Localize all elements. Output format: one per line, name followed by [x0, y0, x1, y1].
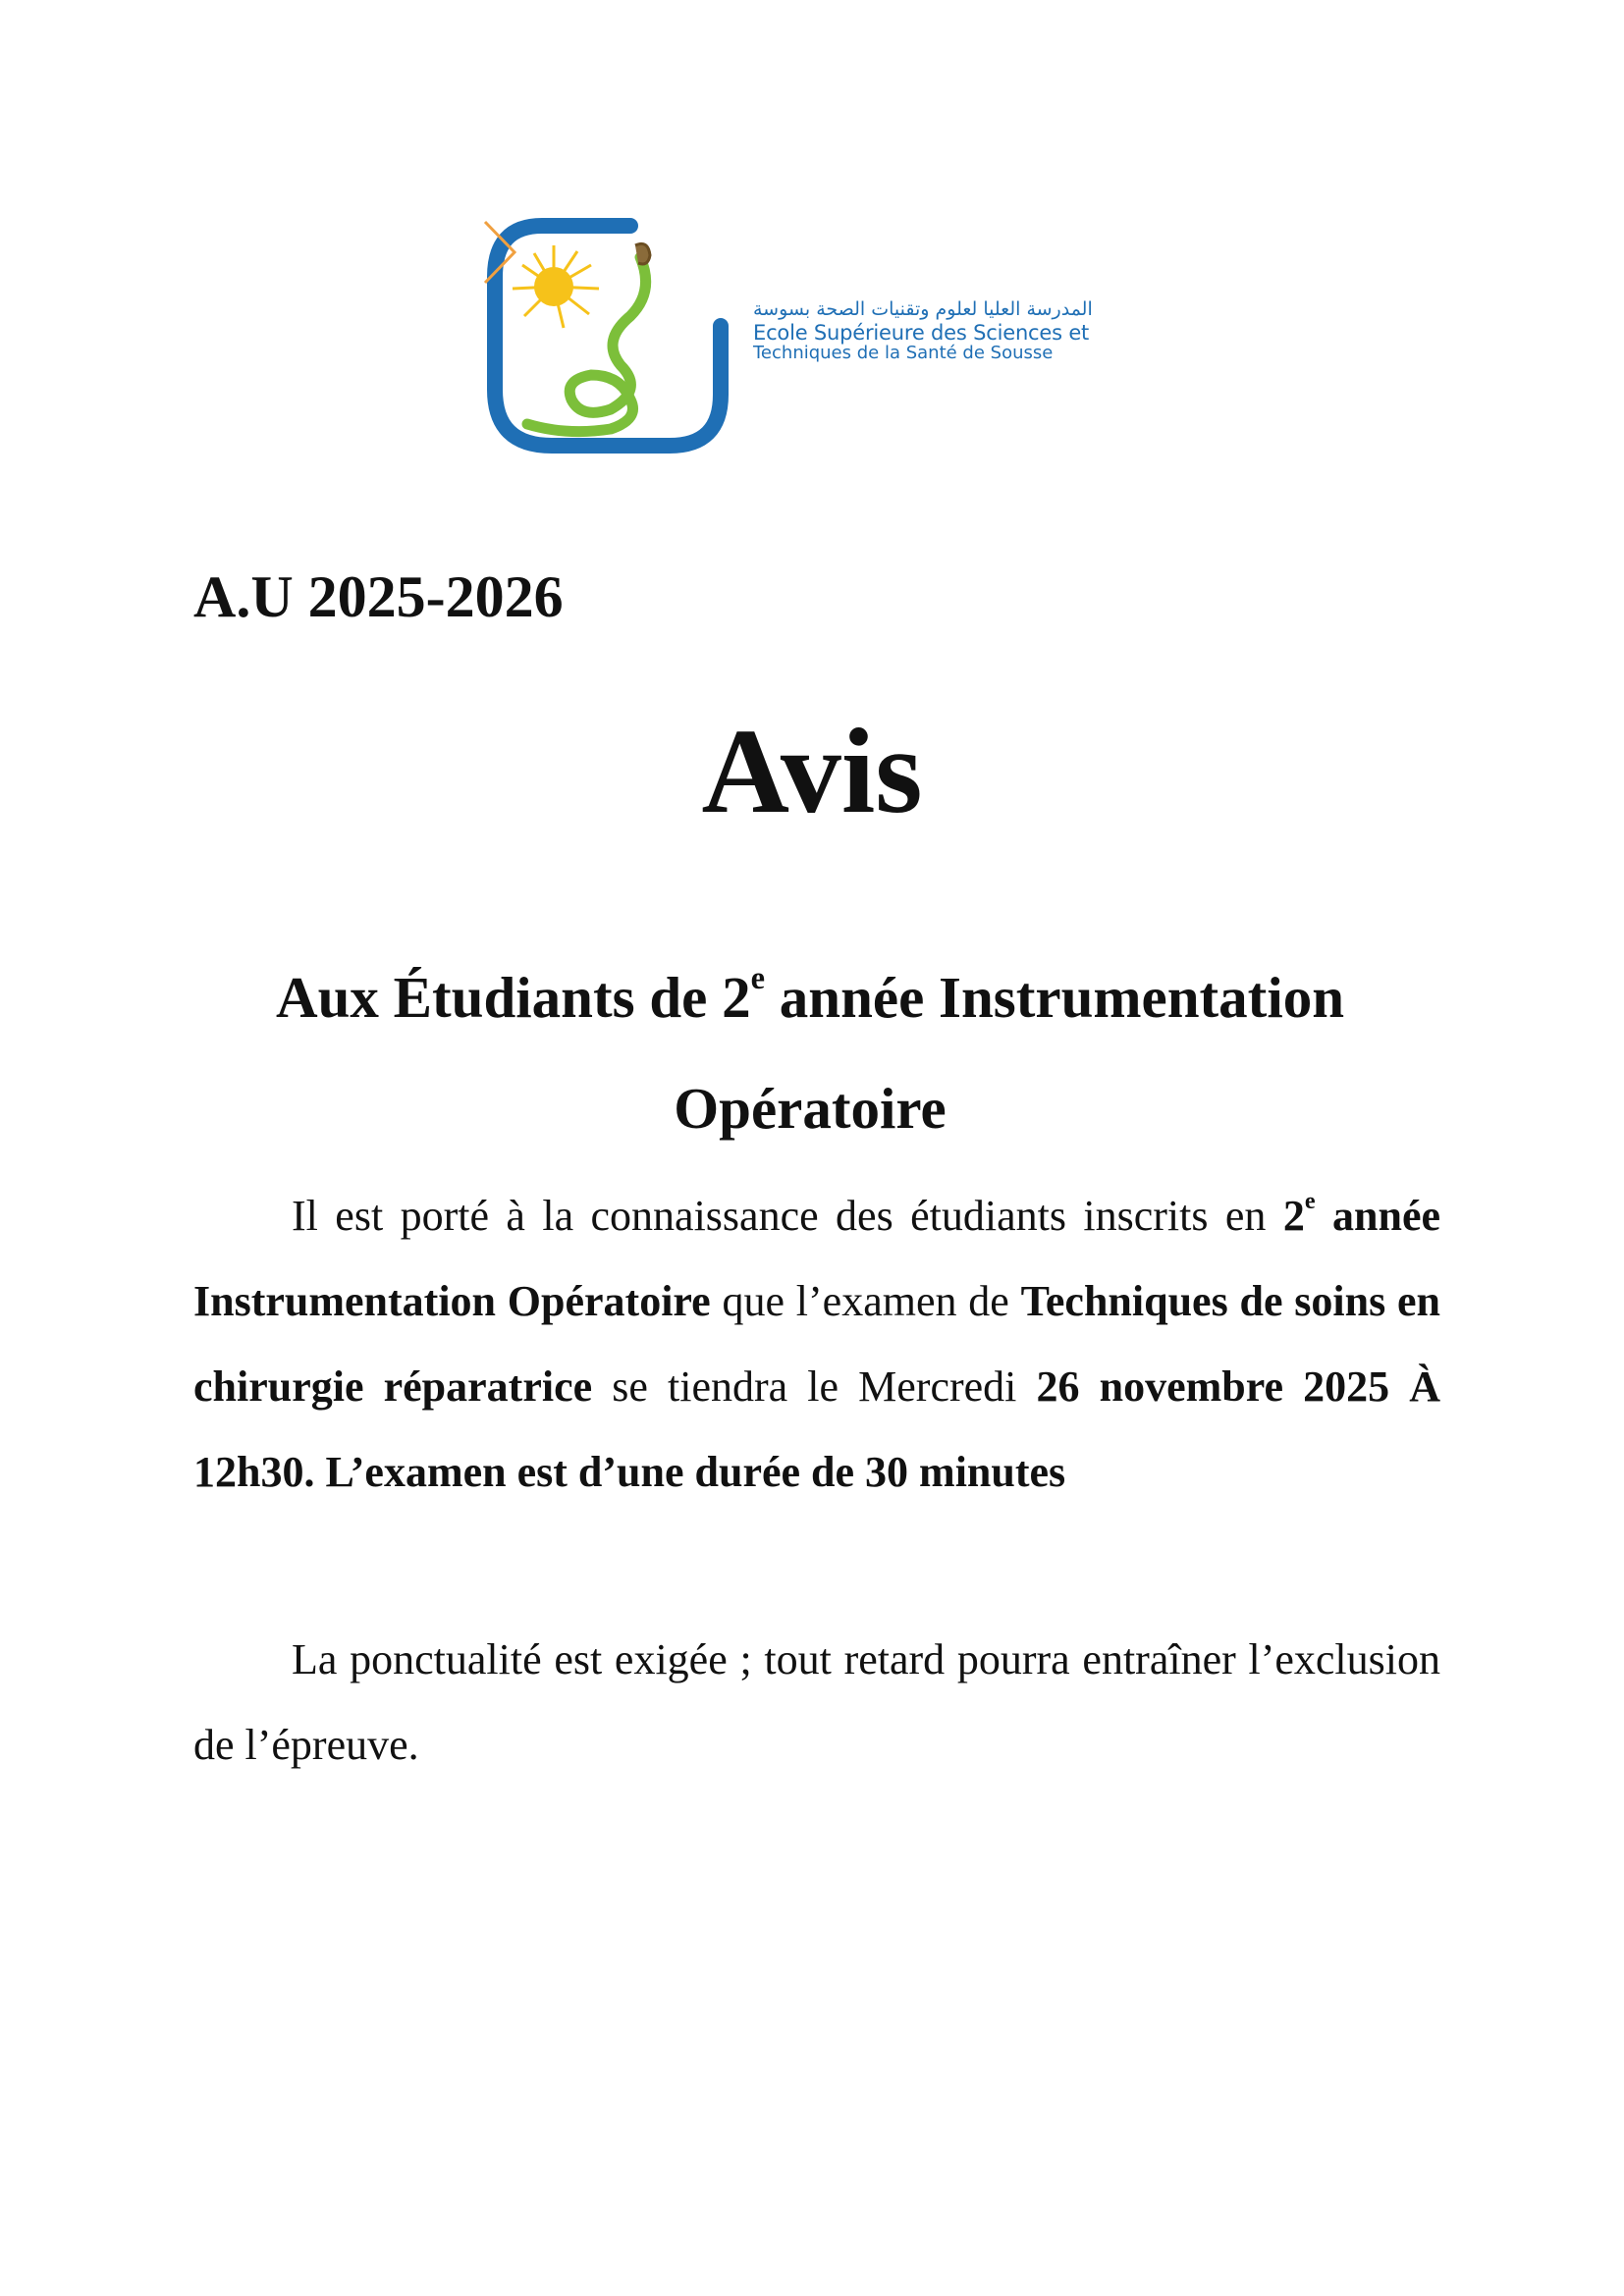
logo-text — [753, 300, 1093, 362]
logo-chevron-icon — [483, 218, 518, 287]
para1-text-3: se tiendra le Mercredi — [592, 1362, 1037, 1411]
exam-announcement-paragraph — [193, 1173, 1440, 1515]
subtitle-superscript: e — [750, 960, 765, 996]
subtitle-prefix: Aux Étudiants de 2 — [275, 965, 751, 1030]
notice-recipients — [196, 942, 1424, 1164]
logo-arabic-name: المدرسة العليا لعلوم وتقنيات الصحة بسوسة — [753, 298, 1093, 320]
para2-text: La ponctualité est exigée ; tout retard pourra entraîner l’exclusion de l’épreuve. — [193, 1635, 1440, 1769]
para1-text-2: que l’examen de — [710, 1277, 1021, 1325]
para1-exam-subject: Techniques de soins en chirurgie réparatrice — [193, 1277, 1440, 1411]
para1-text-1: Il est porté à la connaissance des étudiants inscrits en — [292, 1192, 1283, 1240]
page-title: Avis — [701, 704, 923, 838]
subtitle-suffix: année Instrumentation Opératoire — [674, 965, 1345, 1141]
para1-exam-date-duration: 26 novembre 2025 À 12h30. L’examen est d’une durée de 30 minutes — [193, 1362, 1440, 1496]
logo-name-line1: Ecole Supérieure des Sciences et — [753, 321, 1090, 345]
para1-program: année Instrumentation Opératoire — [193, 1192, 1441, 1325]
para1-year-number: 2 — [1282, 1192, 1305, 1240]
punctuality-paragraph — [193, 1617, 1440, 1788]
school-logo — [483, 218, 1151, 463]
academic-year: A.U 2025-2026 — [193, 564, 564, 629]
logo-emblem-icon — [483, 218, 738, 463]
logo-name-line2: Techniques de la Santé de Sousse — [753, 343, 1054, 363]
para1-year-superscript: e — [1304, 1188, 1316, 1215]
